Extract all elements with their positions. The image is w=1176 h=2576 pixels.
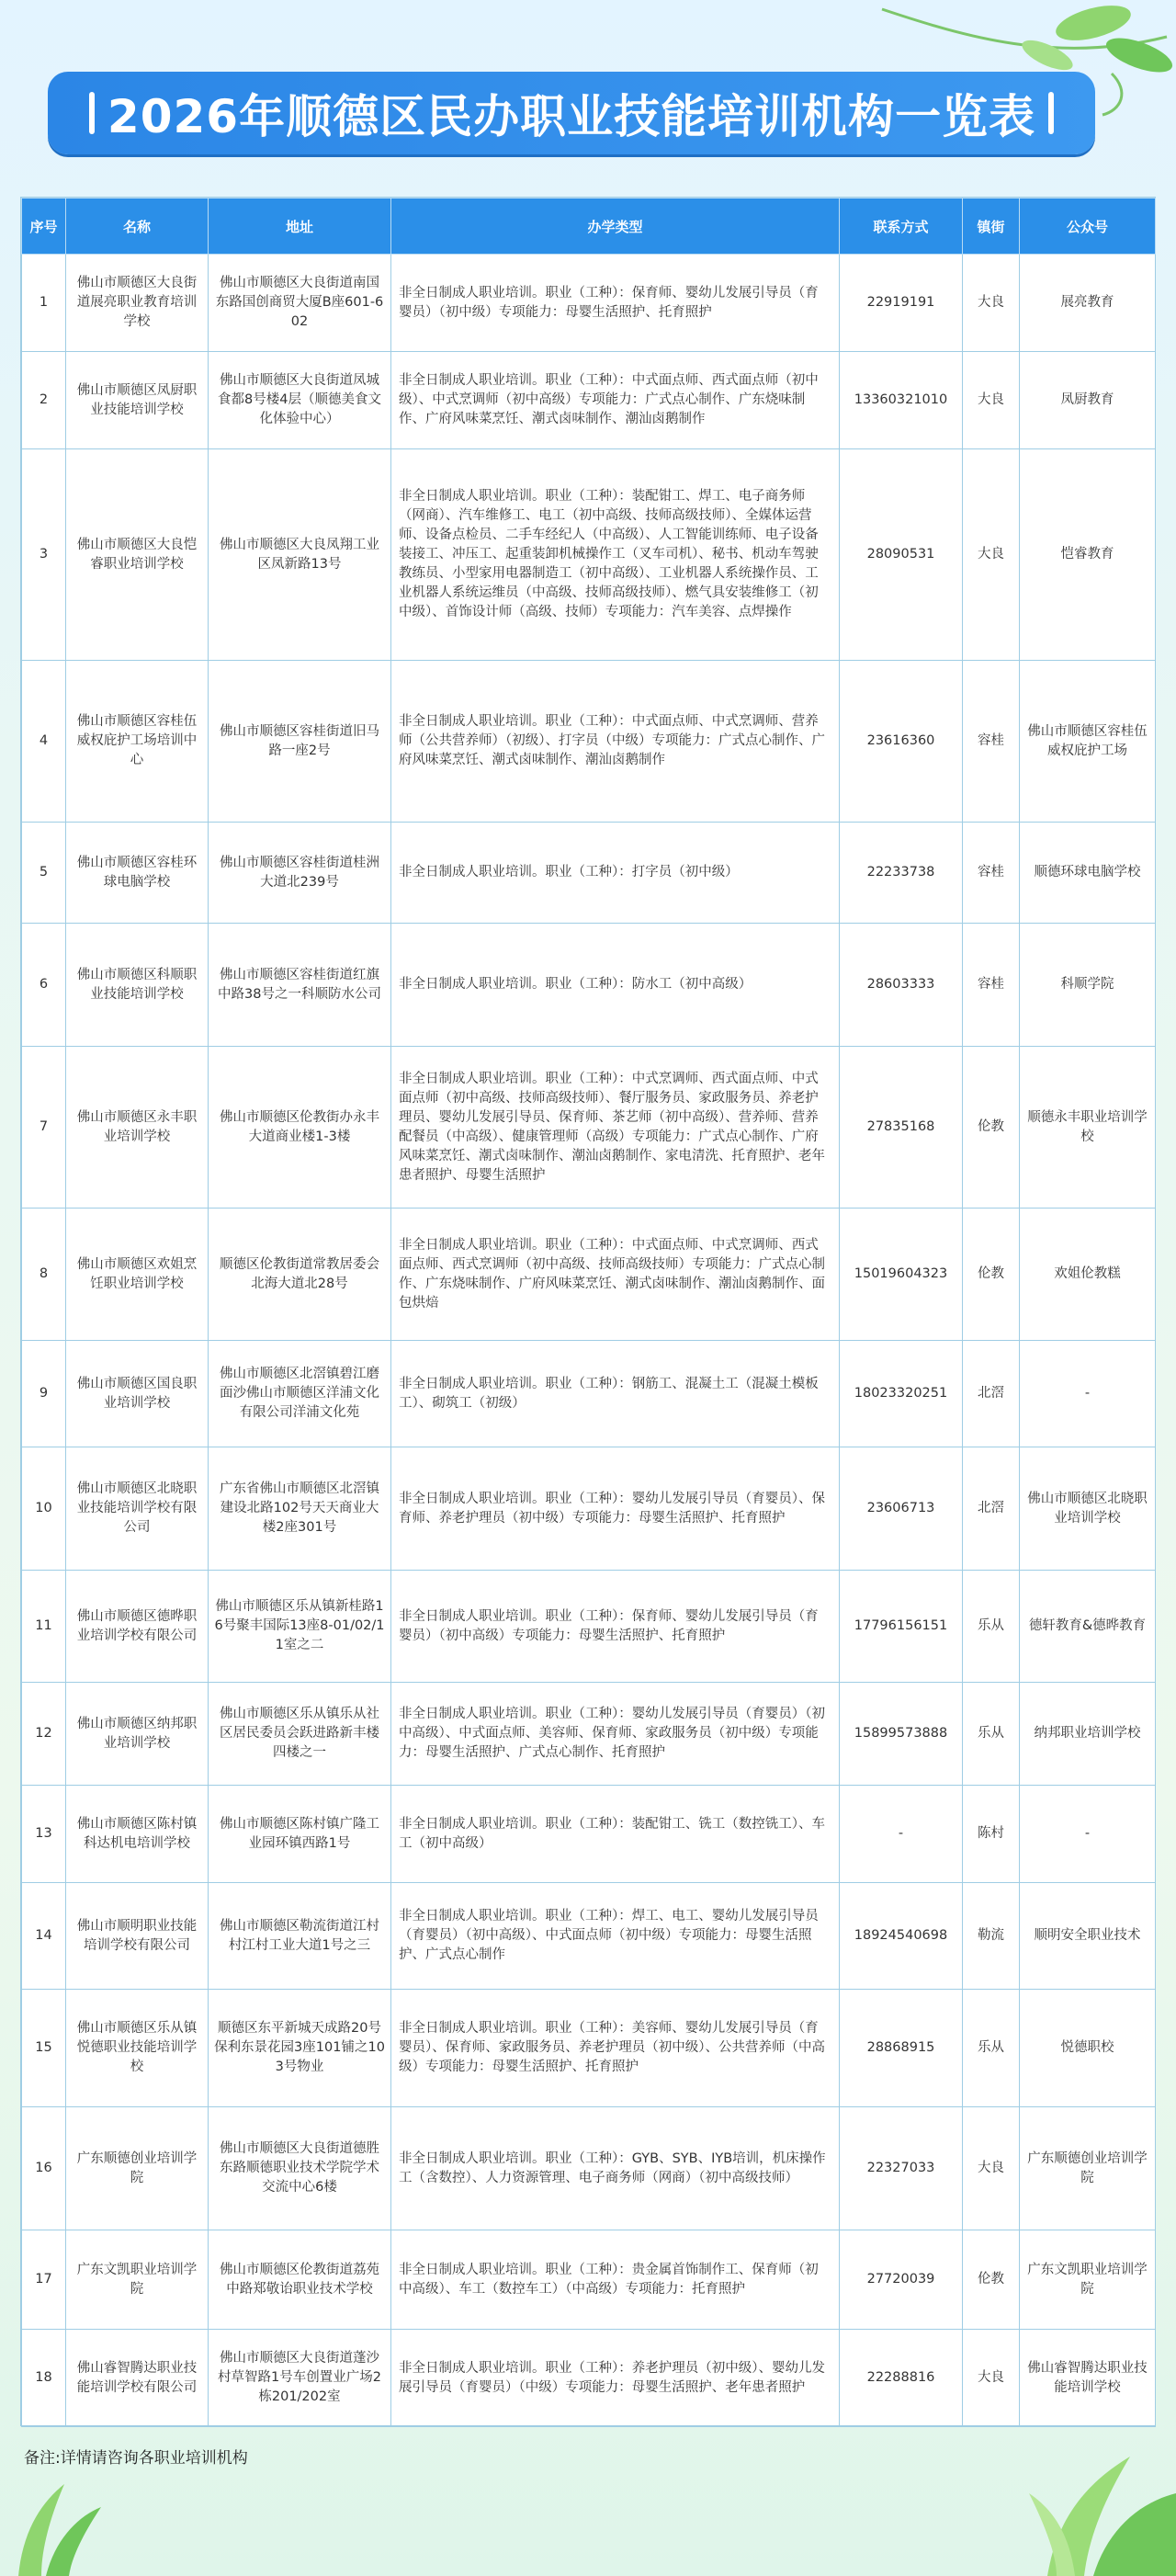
- cell-town: 大良: [963, 2107, 1020, 2230]
- cell-account: 顺德环球电脑学校: [1020, 823, 1156, 924]
- cell-address: 佛山市顺德区大良街道凤城食都8号楼4层（顺德美食文化体验中心）: [209, 352, 391, 449]
- cell-address: 佛山市顺德区大良街道南国东路国创商贸大厦B座601-602: [209, 255, 391, 352]
- cell-name: 佛山市顺德区欢姐烹饪职业培训学校: [66, 1209, 209, 1341]
- cell-town: 大良: [963, 352, 1020, 449]
- cell-name: 佛山睿智腾达职业技能培训学校有限公司: [66, 2330, 209, 2427]
- cell-account: 佛山睿智腾达职业技能培训学校: [1020, 2330, 1156, 2427]
- cell-no: 12: [22, 1683, 66, 1786]
- cell-phone: 22288816: [840, 2330, 963, 2427]
- cell-name: 佛山市顺德区陈村镇科达机电培训学校: [66, 1786, 209, 1883]
- cell-no: 15: [22, 1990, 66, 2107]
- table-row: [22, 1341, 1156, 1447]
- cell-name: 佛山市顺德区容桂伍威权庇护工场培训中心: [66, 661, 209, 823]
- table-row: [22, 1047, 1156, 1209]
- cell-phone: 28090531: [840, 449, 963, 661]
- cell-no: 7: [22, 1047, 66, 1209]
- cell-name: 佛山市顺德区北晓职业技能培训学校有限公司: [66, 1447, 209, 1571]
- cell-address: 佛山市顺德区大良街道蓬沙村草智路1号车创置业广场2栋201/202室: [209, 2330, 391, 2427]
- cell-no: 9: [22, 1341, 66, 1447]
- cell-town: 陈村: [963, 1786, 1020, 1883]
- page-title-banner: [48, 72, 1095, 154]
- cell-address: 佛山市顺德区伦教街道荔苑中路郑敬诒职业技术学校: [209, 2230, 391, 2330]
- cell-phone: 22233738: [840, 823, 963, 924]
- cell-type: 非全日制成人职业培训。职业（工种）：美容师、婴幼儿发展引导员（育婴员）、保育师、家政服务员、养老护理员（初中级）、公共营养师（中高级）专项能力：母婴生活照护、托育照护: [391, 1990, 840, 2107]
- header-type: 办学类型: [391, 199, 840, 255]
- table-row: [22, 1683, 1156, 1786]
- cell-no: 18: [22, 2330, 66, 2427]
- table-row: [22, 1990, 1156, 2107]
- cell-phone: 28868915: [840, 1990, 963, 2107]
- page-title: 2026年顺德区民办职业技能培训机构一览表: [107, 90, 1036, 143]
- cell-type: 非全日制成人职业培训。职业（工种）：焊工、电工、婴幼儿发展引导员（育婴员）（初中高级）、中式面点师（初中级）专项能力：母婴生活照护、广式点心制作: [391, 1883, 840, 1990]
- cell-name: 佛山市顺明职业技能培训学校有限公司: [66, 1883, 209, 1990]
- table-row: [22, 1883, 1156, 1990]
- cell-phone: -: [840, 1786, 963, 1883]
- cell-name: 广东顺德创业培训学院: [66, 2107, 209, 2230]
- cell-no: 8: [22, 1209, 66, 1341]
- cell-phone: 13360321010: [840, 352, 963, 449]
- cell-account: 展亮教育: [1020, 255, 1156, 352]
- cell-type: 非全日制成人职业培训。职业（工种）：中式面点师、中式烹调师、西式面点师、西式烹调师（初中高级、技师高级技师）专项能力：广式点心制作、广东烧味制作、广府风味菜烹饪、潮式卤味制作、潮汕卤鹅制作、面包烘焙: [391, 1209, 840, 1341]
- table-row: [22, 449, 1156, 661]
- cell-type: 非全日制成人职业培训。职业（工种）：保育师、婴幼儿发展引导员（育婴员）（初中高级）专项能力：母婴生活照护、托育照护: [391, 1571, 840, 1683]
- header-name: 名称: [66, 199, 209, 255]
- cell-address: 佛山市顺德区容桂街道红旗中路38号之一科顺防水公司: [209, 924, 391, 1047]
- cell-phone: 23616360: [840, 661, 963, 823]
- cell-town: 北滘: [963, 1341, 1020, 1447]
- table-row: [22, 255, 1156, 352]
- cell-town: 伦教: [963, 2230, 1020, 2330]
- header-account: 公众号: [1020, 199, 1156, 255]
- title-bar-left: [89, 92, 95, 134]
- cell-no: 5: [22, 823, 66, 924]
- table-row: [22, 2107, 1156, 2230]
- cell-type: 非全日制成人职业培训。职业（工种）：婴幼儿发展引导员（育婴员）（初中高级）、中式面点师、美容师、保育师、家政服务员（初中级）专项能力：母婴生活照护、广式点心制作、托育照护: [391, 1683, 840, 1786]
- cell-no: 10: [22, 1447, 66, 1571]
- cell-account: 佛山市顺德区容桂伍威权庇护工场: [1020, 661, 1156, 823]
- cell-town: 乐从: [963, 1683, 1020, 1786]
- cell-account: 纳邦职业培训学校: [1020, 1683, 1156, 1786]
- cell-type: 非全日制成人职业培训。职业（工种）：中式面点师、中式烹调师、营养师（公共营养师）（初级）、打字员（中级）专项能力：广式点心制作、广府风味菜烹饪、潮式卤味制作、潮汕卤鹅制作: [391, 661, 840, 823]
- cell-name: 佛山市顺德区容桂环球电脑学校: [66, 823, 209, 924]
- cell-address: 佛山市顺德区乐从镇新桂路16号聚丰国际13座8-01/02/11室之二: [209, 1571, 391, 1683]
- cell-account: 欢姐伦教糕: [1020, 1209, 1156, 1341]
- cell-name: 佛山市顺德区凤厨职业技能培训学校: [66, 352, 209, 449]
- cell-address: 佛山市顺德区陈村镇广隆工业园环镇西路1号: [209, 1786, 391, 1883]
- cell-address: 顺德区伦教街道常教居委会北海大道北28号: [209, 1209, 391, 1341]
- cell-address: 顺德区东平新城天成路20号保利东景花园3座101铺之103号物业: [209, 1990, 391, 2107]
- cell-no: 4: [22, 661, 66, 823]
- cell-phone: 22919191: [840, 255, 963, 352]
- cell-name: 佛山市顺德区永丰职业培训学校: [66, 1047, 209, 1209]
- cell-account: 恺睿教育: [1020, 449, 1156, 661]
- cell-town: 容桂: [963, 924, 1020, 1047]
- table-row: [22, 2230, 1156, 2330]
- cell-town: 乐从: [963, 1990, 1020, 2107]
- cell-phone: 18023320251: [840, 1341, 963, 1447]
- cell-name: 佛山市顺德区科顺职业技能培训学校: [66, 924, 209, 1047]
- cell-address: 佛山市顺德区伦教街办永丰大道商业楼1-3楼: [209, 1047, 391, 1209]
- cell-no: 13: [22, 1786, 66, 1883]
- cell-account: 德轩教育&德晔教育: [1020, 1571, 1156, 1683]
- cell-type: 非全日制成人职业培训。职业（工种）：养老护理员（初中级）、婴幼儿发展引导员（育婴员）（中级）专项能力：母婴生活照护、老年患者照护: [391, 2330, 840, 2427]
- cell-type: 非全日制成人职业培训。职业（工种）：中式烹调师、西式面点师、中式面点师（初中高级、技师高级技师）、餐厅服务员、家政服务员、养老护理员、婴幼儿发展引导员、保育师、茶艺师（初中高级）、营养师、营养配餐员（中高级）、健康管理师（高级）专项能力：广式点心制作、广府风味菜烹饪、潮式卤味制作、潮汕卤鹅制作、家电清洗、托育照护、老年患者照护、母婴生活照护: [391, 1047, 840, 1209]
- header-no: 序号: [22, 199, 66, 255]
- cell-phone: 27720039: [840, 2230, 963, 2330]
- table-header-row: [22, 199, 1156, 255]
- cell-town: 大良: [963, 449, 1020, 661]
- cell-type: 非全日制成人职业培训。职业（工种）：婴幼儿发展引导员（育婴员）、保育师、养老护理员（初中级）专项能力：母婴生活照护、托育照护: [391, 1447, 840, 1571]
- footnote: 备注:详情请咨询各职业培训机构: [24, 2449, 248, 2468]
- table-row: [22, 924, 1156, 1047]
- cell-no: 6: [22, 924, 66, 1047]
- cell-town: 大良: [963, 255, 1020, 352]
- cell-account: -: [1020, 1341, 1156, 1447]
- table-row: [22, 1786, 1156, 1883]
- table-row: [22, 1447, 1156, 1571]
- cell-phone: 15899573888: [840, 1683, 963, 1786]
- title-bar-right: [1048, 92, 1054, 134]
- cell-town: 北滘: [963, 1447, 1020, 1571]
- cell-address: 佛山市顺德区容桂街道旧马路一座2号: [209, 661, 391, 823]
- cell-phone: 28603333: [840, 924, 963, 1047]
- cell-town: 伦教: [963, 1209, 1020, 1341]
- header-phone: 联系方式: [840, 199, 963, 255]
- cell-address: 佛山市顺德区容桂街道桂洲大道北239号: [209, 823, 391, 924]
- cell-name: 佛山市顺德区德晔职业培训学校有限公司: [66, 1571, 209, 1683]
- cell-town: 伦教: [963, 1047, 1020, 1209]
- cell-no: 16: [22, 2107, 66, 2230]
- cell-name: 佛山市顺德区国良职业培训学校: [66, 1341, 209, 1447]
- cell-town: 乐从: [963, 1571, 1020, 1683]
- cell-no: 11: [22, 1571, 66, 1683]
- cell-phone: 18924540698: [840, 1883, 963, 1990]
- table-row: [22, 1209, 1156, 1341]
- cell-no: 14: [22, 1883, 66, 1990]
- cell-address: 广东省佛山市顺德区北滘镇建设北路102号天天商业大楼2座301号: [209, 1447, 391, 1571]
- cell-town: 容桂: [963, 823, 1020, 924]
- cell-type: 非全日制成人职业培训。职业（工种）：打字员（初中级）: [391, 823, 840, 924]
- cell-name: 佛山市顺德区纳邦职业培训学校: [66, 1683, 209, 1786]
- cell-town: 容桂: [963, 661, 1020, 823]
- cell-account: 佛山市顺德区北晓职业培训学校: [1020, 1447, 1156, 1571]
- cell-account: -: [1020, 1786, 1156, 1883]
- cell-no: 3: [22, 449, 66, 661]
- cell-phone: 23606713: [840, 1447, 963, 1571]
- cell-name: 广东文凯职业培训学院: [66, 2230, 209, 2330]
- cell-no: 2: [22, 352, 66, 449]
- cell-address: 佛山市顺德区北滘镇碧江磨面沙佛山市顺德区洋浦文化有限公司洋浦文化苑: [209, 1341, 391, 1447]
- cell-name: 佛山市顺德区乐从镇悦德职业技能培训学校: [66, 1990, 209, 2107]
- cell-type: 非全日制成人职业培训。职业（工种）：装配钳工、铣工（数控铣工）、车工（初中高级）: [391, 1786, 840, 1883]
- cell-name: 佛山市顺德区大良恺睿职业培训学校: [66, 449, 209, 661]
- table-row: [22, 823, 1156, 924]
- cell-type: 非全日制成人职业培训。职业（工种）：装配钳工、焊工、电子商务师（网商）、汽车维修工、电工（初中高级、技师高级技师）、全媒体运营师、设备点检员、二手车经纪人（中高级）、人工智能训练师、电子设备装接工、冲压工、起重装卸机械操作工（叉车司机）、秘书、机动车驾驶教练员、小型家用电器制造工（初中高级）、工业机器人系统操作员、工业机器人系统运维员（中高级、技师高级技师）、燃气具安装维修工（初中级）、首饰设计师（高级、技师）专项能力：汽车美容、点焊操作: [391, 449, 840, 661]
- cell-town: 勒流: [963, 1883, 1020, 1990]
- cell-account: 广东文凯职业培训学院: [1020, 2230, 1156, 2330]
- cell-account: 凤厨教育: [1020, 352, 1156, 449]
- cell-type: 非全日制成人职业培训。职业（工种）：防水工（初中高级）: [391, 924, 840, 1047]
- cell-phone: 22327033: [840, 2107, 963, 2230]
- cell-type: 非全日制成人职业培训。职业（工种）：中式面点师、西式面点师（初中级）、中式烹调师（初中高级）专项能力：广式点心制作、广东烧味制作、广府风味菜烹饪、潮式卤味制作、潮汕卤鹅制作: [391, 352, 840, 449]
- cell-account: 悦德职校: [1020, 1990, 1156, 2107]
- table-row: [22, 2330, 1156, 2427]
- cell-type: 非全日制成人职业培训。职业（工种）：贵金属首饰制作工、保育师（初中高级）、车工（数控车工）（中高级）专项能力：托育照护: [391, 2230, 840, 2330]
- cell-address: 佛山市顺德区大良凤翔工业区凤新路13号: [209, 449, 391, 661]
- institution-table: [21, 198, 1156, 2427]
- cell-account: 科顺学院: [1020, 924, 1156, 1047]
- cell-type: 非全日制成人职业培训。职业（工种）：钢筋工、混凝土工（混凝土模板工）、砌筑工（初级）: [391, 1341, 840, 1447]
- cell-account: 广东顺德创业培训学院: [1020, 2107, 1156, 2230]
- institution-table-card: [20, 197, 1156, 2426]
- cell-town: 大良: [963, 2330, 1020, 2427]
- cell-type: 非全日制成人职业培训。职业（工种）：GYB、SYB、IYB培训，机床操作工（含数控）、人力资源管理、电子商务师（网商）（初中高级技师）: [391, 2107, 840, 2230]
- cell-account: 顺德永丰职业培训学校: [1020, 1047, 1156, 1209]
- cell-no: 1: [22, 255, 66, 352]
- cell-phone: 27835168: [840, 1047, 963, 1209]
- cell-phone: 17796156151: [840, 1571, 963, 1683]
- cell-address: 佛山市顺德区勒流街道江村村江村工业大道1号之三: [209, 1883, 391, 1990]
- cell-account: 顺明安全职业技术: [1020, 1883, 1156, 1990]
- table-row: [22, 352, 1156, 449]
- cell-type: 非全日制成人职业培训。职业（工种）：保育师、婴幼儿发展引导员（育婴员）（初中级）专项能力：母婴生活照护、托育照护: [391, 255, 840, 352]
- table-row: [22, 1571, 1156, 1683]
- cell-address: 佛山市顺德区大良街道德胜东路顺德职业技术学院学术交流中心6楼: [209, 2107, 391, 2230]
- table-row: [22, 661, 1156, 823]
- header-address: 地址: [209, 199, 391, 255]
- cell-address: 佛山市顺德区乐从镇乐从社区居民委员会跃进路新丰楼四楼之一: [209, 1683, 391, 1786]
- cell-phone: 15019604323: [840, 1209, 963, 1341]
- cell-no: 17: [22, 2230, 66, 2330]
- cell-name: 佛山市顺德区大良街道展亮职业教育培训学校: [66, 255, 209, 352]
- header-town: 镇街: [963, 199, 1020, 255]
